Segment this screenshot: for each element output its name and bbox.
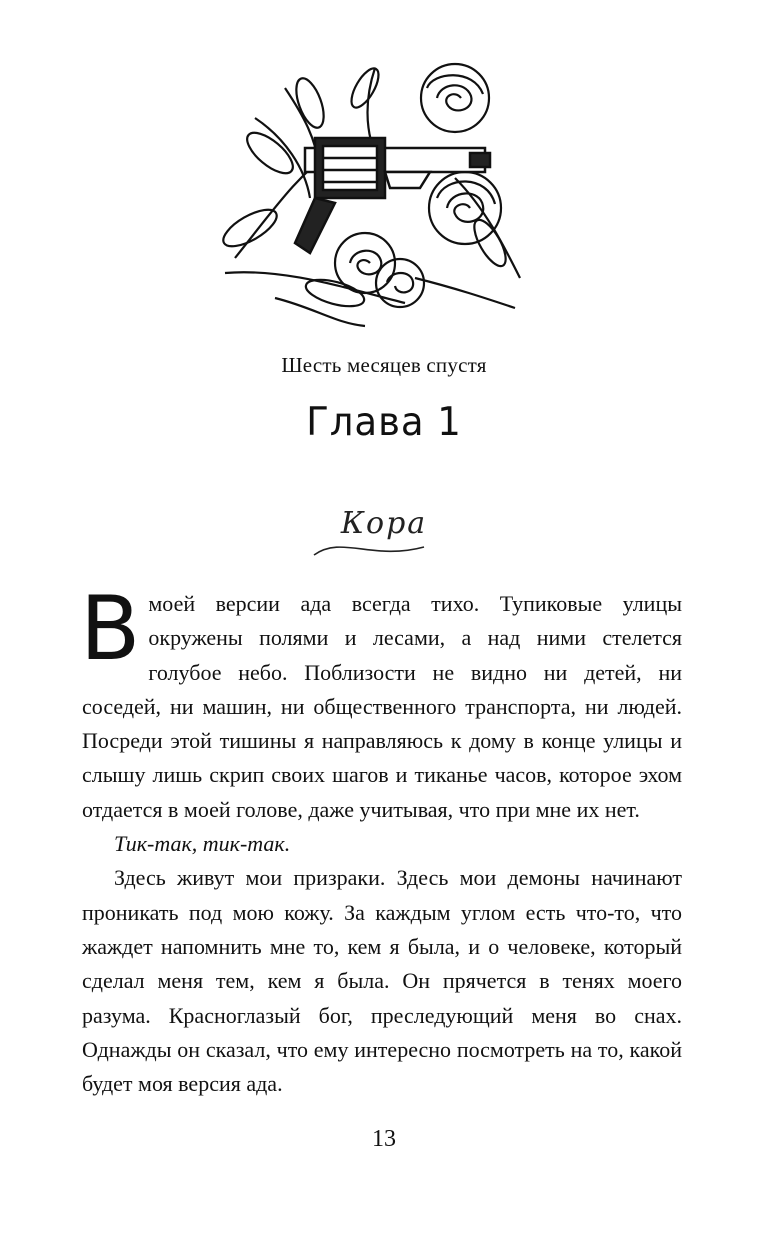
paragraph-1 xyxy=(80,577,682,827)
paragraph-3: Здесь живут мои призраки. Здесь мои демоны начинают проникать под мою кожу. За каждым углом есть что-то, что жаждет напомнить мне то, кем я была, и о человеке, который сделал меня тем, кем я была. Он прячется в тенях моего разума. Красноглазый бог, преследующий меня во снах. Однажды он сказал, что ему интересно посмотреть на то, какой будет моя версия ада. xyxy=(82,865,682,1097)
chapter-subtitle: Шесть месяцев спустя xyxy=(281,353,487,377)
page-number: 13 xyxy=(372,1126,396,1152)
chapter-title: Глава 1 xyxy=(306,400,462,445)
paragraph-1-text: моей версии ада всегда тихо. Тупиковые улицы окружены полями и лесами, а над ними стелется голубое небо. Поблизости не видно ни детей, ни соседей, ни машин, ни общественного транспорта, ни людей. Посреди этой тишины я направляюсь к дому в конце улицы и слышу лишь скрип своих шагов и тиканье часов, которое эхом отдается в моей голове, даже учитывая, что при мне их нет. xyxy=(82,591,682,822)
drop-cap: В xyxy=(80,577,141,680)
pov-character: Кора xyxy=(340,506,428,541)
flourish-icon xyxy=(312,525,427,565)
paragraph-2: Тик-так, тик-так. xyxy=(114,831,291,857)
chapter-body xyxy=(80,577,682,1101)
revolver-with-roses-icon xyxy=(215,58,527,330)
